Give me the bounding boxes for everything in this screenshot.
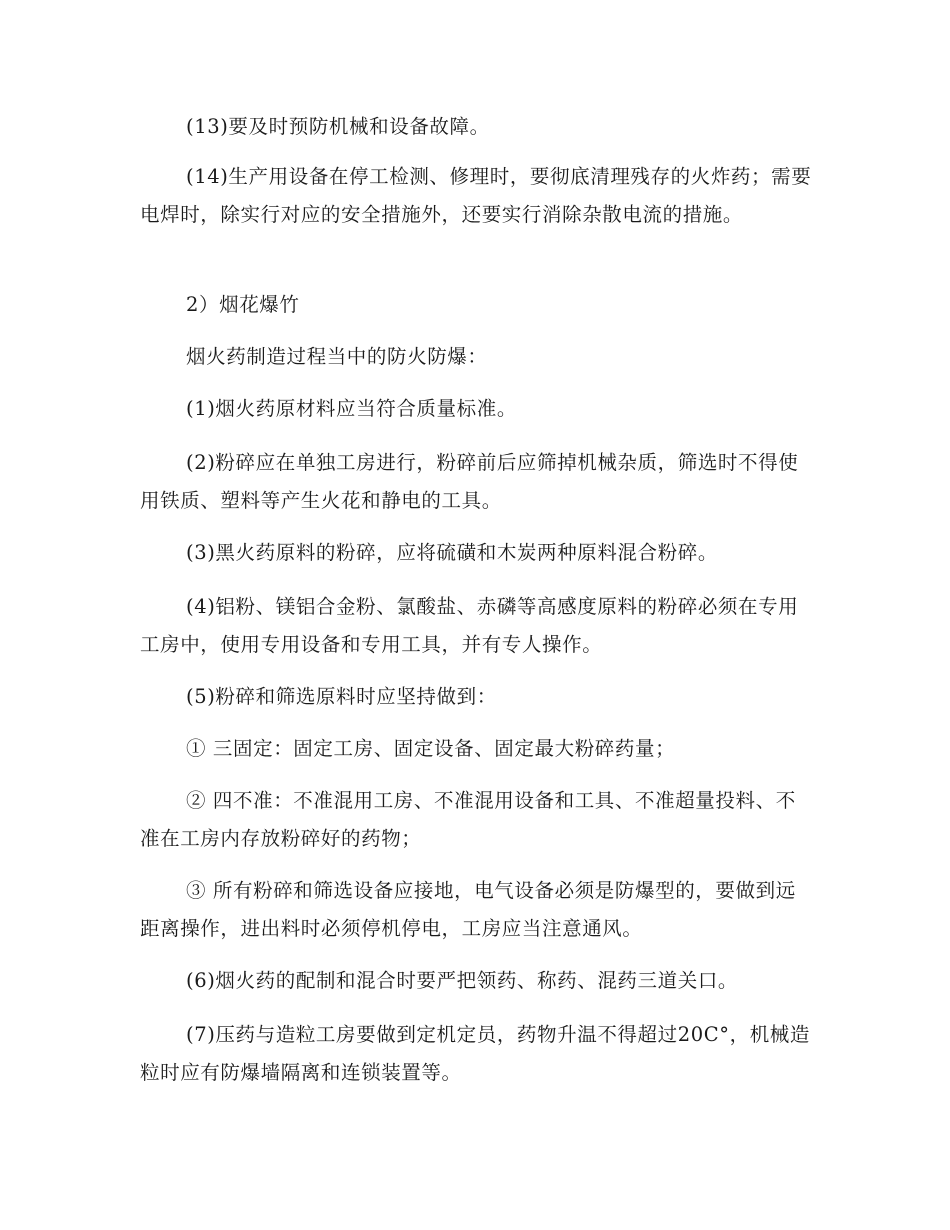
paragraph-3: (3)黑火药原料的粉碎，应将硫磺和木炭两种原料混合粉碎。: [186, 541, 718, 564]
list-item-three-fixed: ① 三固定：固定工房、固定设备、固定最大粉碎药量；: [186, 737, 676, 760]
list-item-grounding: ③ 所有粉碎和筛选设备应接地，电气设备必须是防爆型的，要做到远距离操作，进出料时必须停机停电，工房应当注意通风。: [140, 879, 796, 940]
section-heading-fireworks: 2）烟花爆竹: [186, 293, 300, 316]
paragraph-13: (13)要及时预防机械和设备故障。: [186, 115, 490, 138]
paragraph-1: (1)烟火药原材料应当符合质量标准。: [186, 397, 517, 420]
list-item-four-prohibited: ② 四不准：不准混用工房、不准混用设备和工具、不准超量投料、不准在工房内存放粉碎好的药物；: [140, 789, 796, 850]
paragraph-6: (6)烟火药的配制和混合时要严把领药、称药、混药三道关口。: [186, 969, 739, 992]
paragraph-intro: 烟火药制造过程当中的防火防爆：: [186, 345, 488, 368]
paragraph-2: (2)粉碎应在单独工房进行，粉碎前后应筛掉机械杂质，筛选时不得使用铁质、塑料等产生火花和静电的工具。: [140, 451, 799, 512]
paragraph-14: (14)生产用设备在停工检测、修理时，要彻底清理残存的火炸药；需要电焊时，除实行对应的安全措施外，还要实行消除杂散电流的措施。: [140, 165, 812, 226]
paragraph-4: (4)铝粉、镁铝合金粉、氯酸盐、赤磷等高感度原料的粉碎必须在专用工房中，使用专用设备和专用工具，并有专人操作。: [140, 595, 799, 656]
paragraph-7: (7)压药与造粒工房要做到定机定员，药物升温不得超过20C°，机械造粒时应有防爆墙隔离和连锁装置等。: [140, 1023, 811, 1084]
paragraph-5: (5)粉碎和筛选原料时应坚持做到：: [186, 685, 497, 708]
